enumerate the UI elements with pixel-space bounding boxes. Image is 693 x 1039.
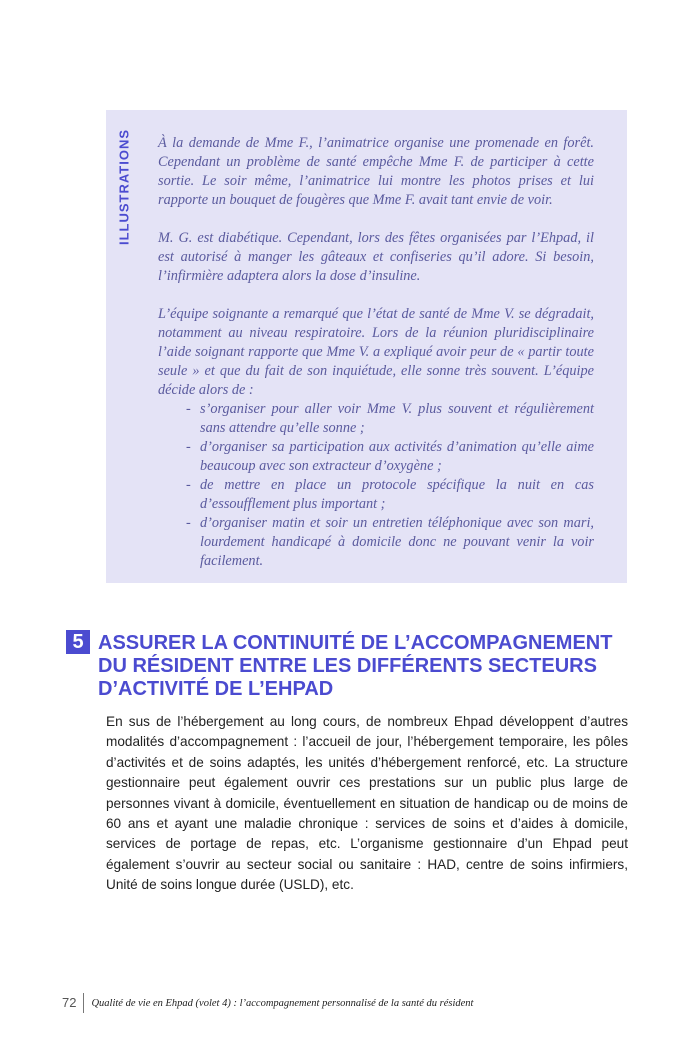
list-item: - s’organiser pour aller voir Mme V. plus souvent et régulièrement sans attendre qu’elle sonne ; [200,400,594,438]
section-number-badge: 5 [66,630,90,654]
illustrations-label [113,128,135,246]
list-item: - d’organiser sa participation aux activités d’animation qu’elle aime beaucoup avec son extracteur d’oxygène ; [200,438,594,476]
section-title-line: DU RÉSIDENT ENTRE LES DIFFÉRENTS SECTEURS [98,655,597,677]
illustration-paragraph: L’équipe soignante a remarqué que l’état de santé de Mme V. se dégradait, notamment au niveau respiratoire. Lors de la réunion pluridisciplinaire l’aide soignant rapporte que Mme V. a expliqué avoir peur de « partir toute seule » et que du fait de son inquiétude, elle sonne très souvent. L’équipe décide alors de : [158,306,594,398]
section-title-line: ASSURER LA CONTINUITÉ DE L’ACCOMPAGNEMENT [98,632,613,654]
illustrations-text [158,134,594,571]
list-item: - de mettre en place un protocole spécifique la nuit en cas d’essoufflement plus important ; [200,476,594,514]
section-title [98,632,628,701]
illustrations-label-text: ILLUSTRATIONS [116,128,132,246]
list-item: - d’organiser matin et soir un entretien téléphonique avec son mari, lourdement handicapé à domicile donc ne pouvant venir la voir facilement. [200,514,594,571]
illustration-paragraph: M. G. est diabétique. Cependant, lors des fêtes organisées par l’Ehpad, il est autorisé à manger les gâteaux et confiseries qu’il adore. Si besoin, l’infirmière adaptera alors la dose d’insuline. [158,230,594,284]
running-title: Qualité de vie en Ehpad (volet 4) : l’accompagnement personnalisé de la santé du résident [91,997,474,1009]
section-body-paragraph: En sus de l’hébergement au long cours, de nombreux Ehpad développent d’autres modalités d’accompagnement : l’accueil de jour, l’hébergement temporaire, les pôles d’activités et de soins adaptés, les unités d’hébergement renforcé, etc. La structure gestionnaire peut également ouvrir ces prestations sur un public plus large de personnes vivant à domicile, éventuellement en situation de handicap ou de moins de 60 ans et ayant une maladie chronique : services de soins et d’aides à domicile, services de portage de repas, etc. L’organisme gestionnaire d’un Ehpad peut également s’ouvrir au secteur social ou sanitaire : HAD, centre de soins infirmiers, Unité de soins longue durée (USLD), etc. [106,714,628,893]
page-number: 72 [62,993,84,1013]
section-title-line: D’ACTIVITÉ DE L’EHPAD [98,678,334,700]
illustration-list [158,400,594,571]
illustration-paragraph: À la demande de Mme F., l’animatrice organise une promenade en forêt. Cependant un problème de santé empêche Mme F. de participer à cette sortie. Le soir même, l’animatrice lui montre les photos prises et lui rapporte un bouquet de fougères que Mme F. avait tant envie de voir. [158,135,594,208]
page-footer [62,992,473,1014]
